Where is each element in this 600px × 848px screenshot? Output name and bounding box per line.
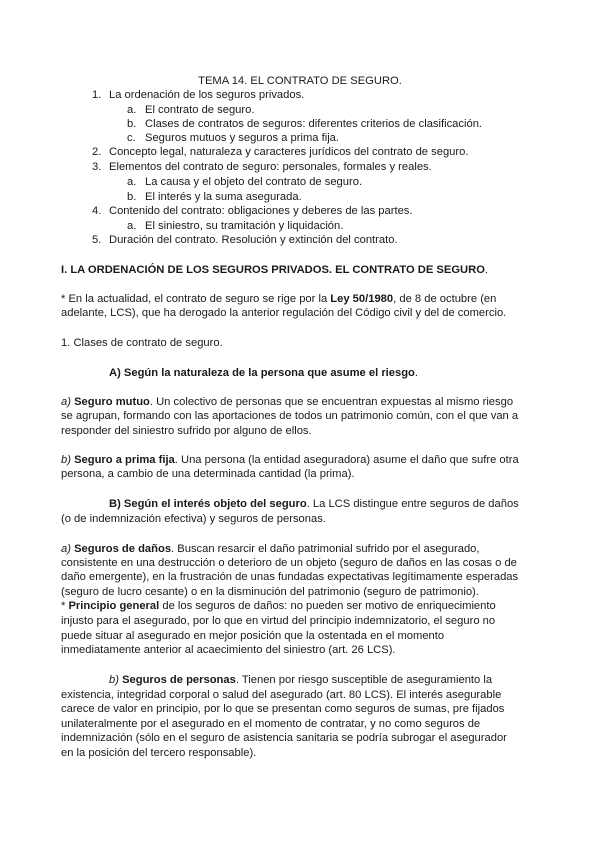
seguros-personas-line-6: en la posición del tercero responsable).: [61, 747, 257, 759]
seguros-personas-line-1: b) Seguros de personas. Tienen por riesgo susceptible de aseguramiento la: [109, 674, 493, 686]
prima-fija-line-1: b) Seguro a prima fija. Una persona (la entidad aseguradora) asume el daño que sufre otra: [61, 454, 519, 466]
toc-item-4: Contenido del contrato: obligaciones y deberes de las partes.: [109, 205, 413, 217]
toc-item-1: 1.: [92, 89, 102, 101]
page-title: TEMA 14. EL CONTRATO DE SEGURO.: [198, 75, 402, 87]
toc-item-3: Elementos del contrato de seguro: personales, formales y reales.: [109, 161, 432, 173]
seguros-danos-line-1: a) Seguros de daños. Buscan resarcir el daño patrimonial sufrido por el asegurado,: [61, 543, 480, 555]
clases-heading: 1. Clases de contrato de seguro.: [61, 337, 223, 349]
principio-line-4: inmediatamente anterior al acaecimiento del siniestro (art. 26 LCS).: [61, 644, 396, 656]
section-heading: I. LA ORDENACIÓN DE LOS SEGUROS PRIVADOS. EL CONTRATO DE SEGURO.: [61, 264, 489, 276]
toc-item-2-num: 2.: [92, 146, 102, 158]
seguros-danos-line-2: consistente en una destrucción o deterioro de un objeto (seguro de daños en las cosas o de: [61, 557, 517, 569]
toc-item-1c: Seguros mutuos y seguros a prima fija.: [145, 132, 340, 144]
toc-item-1c-num: c.: [127, 132, 136, 144]
principio-line-3: puede situar al asegurado en mejor posición que la ostentada en el momento: [61, 630, 445, 642]
toc-item-1b-num: b.: [127, 118, 137, 130]
seguros-danos-line-4: (seguro de lucro cesante) o en la disminución del patrimonio (seguro de patrimonio).: [61, 586, 479, 598]
toc-item-5-num: 5.: [92, 234, 102, 246]
prima-fija-line-2: persona, a cambio de una determinada cantidad (la prima).: [61, 468, 355, 480]
subheading-b: B) Según el interés objeto del seguro. La LCS distingue entre seguros de daños: [109, 498, 519, 510]
toc-item-3a-num: a.: [127, 176, 137, 188]
principio-line-2: injusto para el asegurado, por lo que en virtud del principio indemnizatorio, el seguro no: [61, 615, 496, 627]
principio-line-1: * Principio general de los seguros de daños: no pueden ser motivo de enriquecimiento: [61, 600, 496, 612]
toc-item-5: Duración del contrato. Resolución y extinción del contrato.: [109, 234, 398, 246]
toc-item-3a: La causa y el objeto del contrato de seguro.: [145, 176, 363, 188]
seguro-mutuo-line-1: a) Seguro mutuo. Un colectivo de personas que se encuentran expuestas al mismo riesgo: [61, 396, 514, 408]
toc-item-3-num: 3.: [92, 161, 102, 173]
seguro-mutuo-line-3: responder del siniestro sufrido por alguno de ellos.: [61, 425, 312, 437]
subheading-a: A) Según la naturaleza de la persona que asume el riesgo.: [109, 367, 418, 379]
seguros-personas-line-2: existencia, integridad corporal o salud del asegurado (art. 80 LCS). El interés asegurable: [61, 689, 502, 701]
toc-item-1a: El contrato de seguro.: [145, 104, 255, 116]
seguros-personas-line-3: carece de valor en principio, por lo que se presentan como seguros de sumas, pre fijados: [61, 703, 505, 715]
toc-item-2: Concepto legal, naturaleza y caracteres jurídicos del contrato de seguro.: [109, 146, 469, 158]
seguros-personas-line-5: indemnización (sólo en el seguro de asistencia sanitaria se podría subrogar el asegurador: [61, 732, 507, 744]
toc-item-3b: El interés y la suma asegurada.: [145, 191, 302, 203]
seguro-mutuo-line-2: se agrupan, formando con las aportaciones de todos un patrimonio común, con el que van a: [61, 410, 519, 422]
intro-line-2: adelante, LCS), que ha derogado la anterior regulación del Código civil y del de comercio.: [61, 307, 507, 319]
seguros-danos-line-3: daño emergente), en la frustración de unas fundadas expectativas legítimamente esperadas: [61, 571, 519, 583]
seguros-personas-line-4: unilateralmente por el asegurado en el momento de contratar, y no como seguros de: [61, 718, 481, 730]
toc-item-1b: Clases de contratos de seguros: diferentes criterios de clasificación.: [145, 118, 483, 130]
toc-item-1a-num: a.: [127, 104, 137, 116]
toc-item-4-num: 4.: [92, 205, 102, 217]
toc-item-4a-num: a.: [127, 220, 137, 232]
intro-line-1: * En la actualidad, el contrato de seguro se rige por la Ley 50/1980, de 8 de octubre (en: [61, 293, 497, 305]
subheading-b-line-2: (o de indemnización efectiva) y seguros de personas.: [61, 513, 326, 525]
toc-item-4a: El siniestro, su tramitación y liquidación.: [145, 220, 344, 232]
toc-item-1-text: La ordenación de los seguros privados.: [109, 89, 305, 101]
toc-item-3b-num: b.: [127, 191, 137, 203]
